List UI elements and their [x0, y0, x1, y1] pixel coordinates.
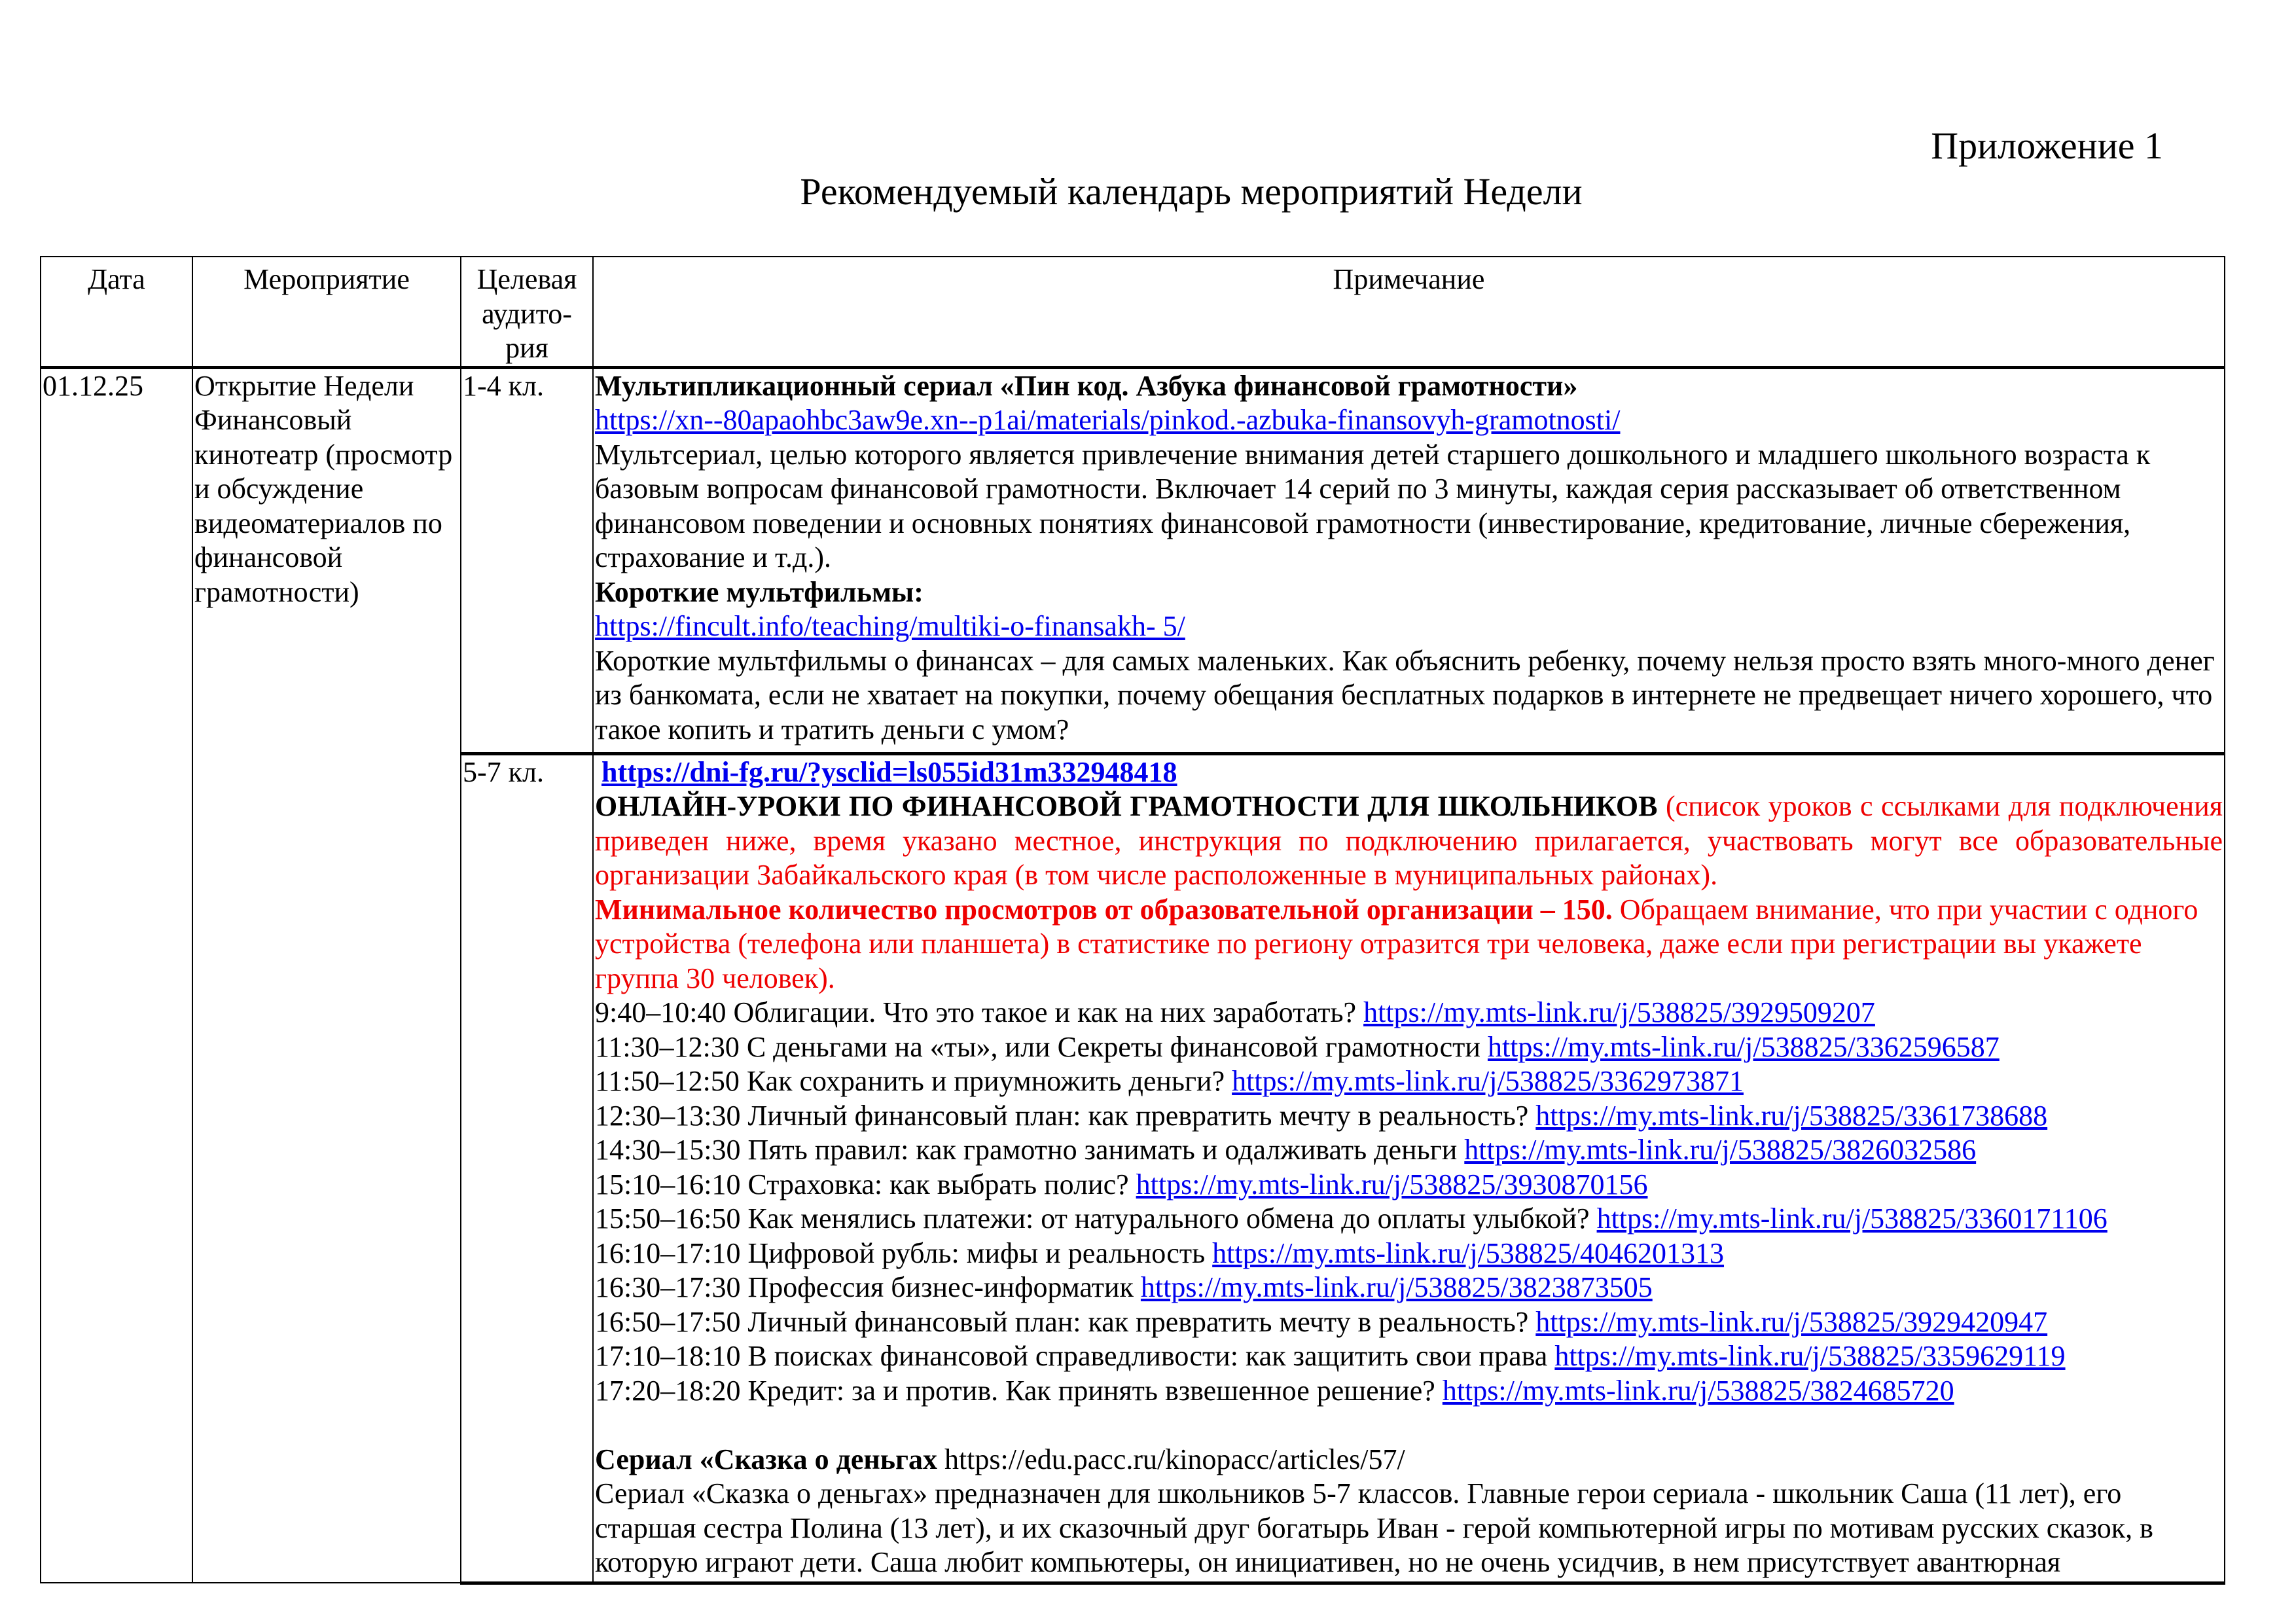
lesson-title: Цифровой рубль: мифы и реальность [747, 1236, 1206, 1269]
min-views-note: Обращаем внимание, что при участии с одного устройства (телефона или планшета) в статистике по региону отразится три человека, даже если при регистрации вы укажете группа 30 человек). [595, 893, 2198, 994]
lesson-item [595, 1339, 2223, 1374]
event-cell: Открытие Недели Финансовый кинотеатр (просмотр и обсуждение видеоматериалов по финансовой грамотности) [192, 367, 461, 1583]
lesson-time: 11:50–12:50 [595, 1065, 740, 1097]
note-cell [593, 753, 2225, 1583]
lesson-item [595, 1202, 2223, 1236]
lesson-link[interactable]: https://my.mts-link.ru/j/538825/3360171106 [1596, 1202, 2108, 1235]
shorts-description: Короткие мультфильмы о финансах – для самых маленьких. Как объяснить ребенку, почему нельзя просто взять много-много денег из банкомата, если не хватает на покупки, почему обещания бесплатных подарков в интернете не предвещает ничего хорошего, что такое копить и тратить деньги с умом? [595, 644, 2215, 746]
lesson-time: 14:30–15:30 [595, 1134, 741, 1166]
column-header-date: Дата [41, 257, 192, 367]
lesson-item [595, 1099, 2223, 1134]
column-header-audience-line: рия [505, 332, 548, 364]
lesson-link[interactable]: https://my.mts-link.ru/j/538825/3826032586 [1464, 1134, 1977, 1166]
lesson-title: Кредит: за и против. Как принять взвешенное решение? [747, 1374, 1435, 1407]
column-header-audience-line: аудито- [482, 297, 572, 330]
lesson-link[interactable]: https://my.mts-link.ru/j/538825/3362973871 [1232, 1065, 1744, 1097]
lesson-item [595, 1305, 2223, 1340]
lesson-link[interactable]: https://my.mts-link.ru/j/538825/3823873505 [1140, 1271, 1653, 1303]
min-views-block [595, 893, 2223, 996]
online-lessons-title: ОНЛАЙН-УРОКИ ПО ФИНАНСОВОЙ ГРАМОТНОСТИ ДЛЯ ШКОЛЬНИКОВ [595, 790, 1658, 822]
lesson-time: 17:10–18:10 [595, 1340, 741, 1372]
lesson-link[interactable]: https://my.mts-link.ru/j/538825/3362596587 [1487, 1030, 2000, 1063]
lesson-title: Страховка: как выбрать полис? [747, 1168, 1129, 1200]
lesson-title: Как сохранить и приумножить деньги? [746, 1065, 1225, 1097]
column-header-audience-line: Целевая [476, 263, 577, 295]
lesson-time: 16:50–17:50 [595, 1305, 741, 1338]
lesson-time: 15:50–16:50 [595, 1202, 741, 1235]
fairytale-heading [595, 1443, 2223, 1477]
lesson-time: 11:30–12:30 [595, 1030, 740, 1063]
lesson-item [595, 1236, 2223, 1271]
lesson-link[interactable]: https://my.mts-link.ru/j/538825/3359629119 [1554, 1340, 2066, 1372]
lesson-title: Пять правил: как грамотно занимать и одалживать деньги [747, 1134, 1458, 1166]
series-link[interactable]: https://xn--80apaohbc3aw9e.xn--p1ai/materials/pinkod.-azbuka-finansovyh-gramotnosti/ [595, 404, 1621, 436]
lesson-item [595, 1374, 2223, 1409]
lesson-title: Личный финансовый план: как превратить мечту в реальность? [747, 1305, 1529, 1338]
lesson-time: 12:30–13:30 [595, 1099, 741, 1132]
lesson-item [595, 1168, 2223, 1202]
lesson-item [595, 1030, 2223, 1065]
online-lessons-note: (список уроков с ссылками для подключения приведен ниже, время указано местное, инструкция по подключению прилагается, участвовать могут все образовательные организации Забайкальского края (в том числе расположенные в муниципальных районах). [595, 790, 2223, 891]
column-header-audience [461, 257, 593, 367]
lesson-link[interactable]: https://my.mts-link.ru/j/538825/3929509207 [1363, 996, 1875, 1028]
lesson-time: 17:20–18:20 [595, 1374, 741, 1407]
series-title: Мультипликационный сериал «Пин код. Азбука финансовой грамотности» [595, 369, 1578, 402]
min-views-bold: Минимальное количество просмотров от образовательной организации – 150. [595, 893, 1613, 926]
shorts-title: Короткие мультфильмы: [595, 575, 924, 608]
lesson-link[interactable]: https://my.mts-link.ru/j/538825/3824685720 [1442, 1374, 1954, 1407]
lesson-time: 9:40–10:40 [595, 996, 726, 1028]
audience-cell: 5-7 кл. [461, 753, 593, 1583]
shorts-link[interactable]: https://fincult.info/teaching/multiki-o-finansakh- 5/ [595, 610, 1185, 642]
table-row [41, 367, 2225, 753]
column-header-event: Мероприятие [192, 257, 461, 367]
lesson-item [595, 1271, 2223, 1305]
lesson-item [595, 996, 2223, 1030]
lesson-title: Личный финансовый план: как превратить мечту в реальность? [747, 1099, 1529, 1132]
online-lessons-block [595, 789, 2223, 893]
note-cell [593, 367, 2225, 753]
date-cell: 01.12.25 [41, 367, 192, 1583]
lesson-time: 16:30–17:30 [595, 1271, 741, 1303]
lesson-title: Профессия бизнес-информатик [747, 1271, 1134, 1303]
events-calendar-table [40, 256, 2225, 1585]
page-title: Рекомендуемый календарь мероприятий Недели [800, 170, 1583, 213]
lesson-link[interactable]: https://my.mts-link.ru/j/538825/3361738688 [1535, 1099, 2048, 1132]
dni-fg-link[interactable]: https://dni-fg.ru/?ysclid=ls055id31m332948418 [601, 755, 1177, 788]
fairytale-description: Сериал «Сказка о деньгах» предназначен для школьников 5-7 классов. Главные герои сериала - школьник Саша (11 лет), его старшая сестра Полина (13 лет), и их сказочный друг богатырь Иван - герой компьютерной игры по мотивам русских сказок, в которую играют дети. Саша любит компьютеры, он инициативен, но не очень усидчив, в нем присутствует авантюрная [595, 1477, 2153, 1578]
lesson-link[interactable]: https://my.mts-link.ru/j/538825/4046201313 [1212, 1236, 1725, 1269]
lesson-item [595, 1064, 2223, 1099]
lesson-title: С деньгами на «ты», или Секреты финансовой грамотности [746, 1030, 1480, 1063]
lesson-link[interactable]: https://my.mts-link.ru/j/538825/3930870156 [1136, 1168, 1648, 1200]
lesson-link[interactable]: https://my.mts-link.ru/j/538825/3929420947 [1535, 1305, 2048, 1338]
lesson-title: Облигации. Что это такое и как на них заработать? [733, 996, 1357, 1028]
lesson-time: 16:10–17:10 [595, 1236, 741, 1269]
lesson-title: В поисках финансовой справедливости: как защитить свои права [747, 1340, 1555, 1372]
table-header-row [41, 257, 2225, 367]
column-header-note: Примечание [593, 257, 2225, 367]
fairytale-url: https://edu.pacc.ru/kinopacc/articles/57/ [944, 1443, 1405, 1475]
fairytale-title: Сериал «Сказка о деньгах [595, 1443, 937, 1475]
lesson-title: Как менялись платежи: от натурального обмена до оплаты улыбкой? [747, 1202, 1590, 1235]
series-description: Мультсериал, целью которого является привлечение внимания детей старшего дошкольного и младшего школьного возраста к базовым вопросам финансовой грамотности. Включает 14 серий по 3 минуты, каждая серия рассказывает об ответственном финансовом поведении и основных понятиях финансовой грамотности (инвестирование, кредитование, личные сбережения, страхование и т.д.). [595, 438, 2151, 573]
appendix-label: Приложение 1 [1931, 124, 2163, 167]
spacer [595, 1408, 2223, 1443]
lesson-item [595, 1133, 2223, 1168]
lesson-time: 15:10–16:10 [595, 1168, 741, 1200]
audience-cell: 1-4 кл. [461, 367, 593, 753]
